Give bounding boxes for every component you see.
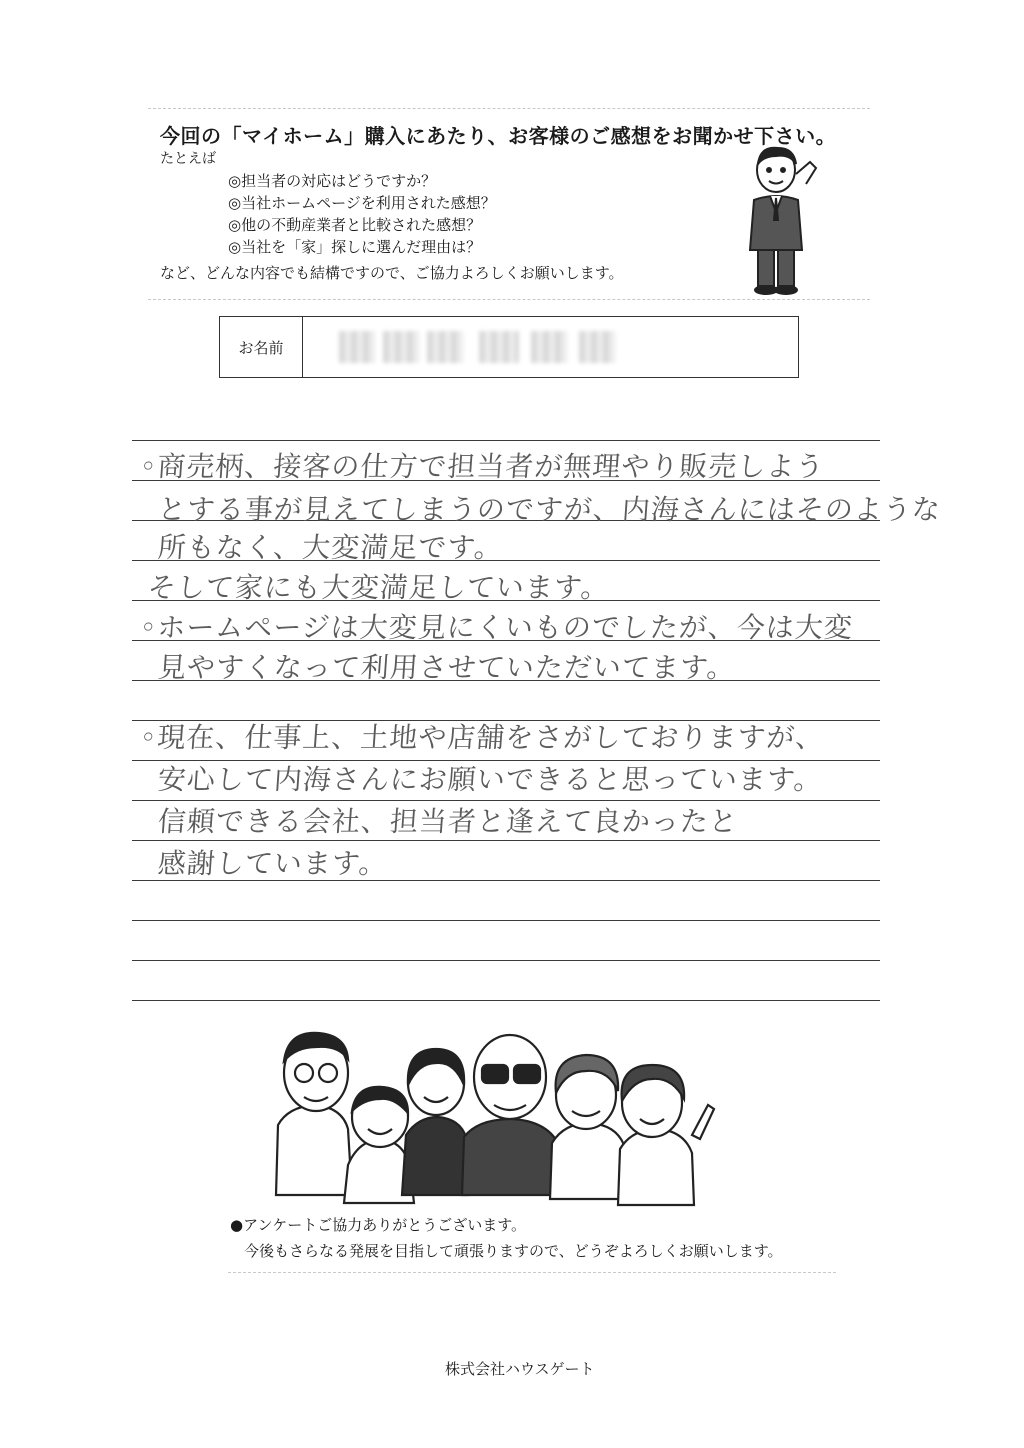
- survey-title: 今回の「マイホーム」購入にあたり、お客様のご感想をお聞かせ下さい。: [160, 124, 837, 148]
- question-item: ◎担当者の対応はどうですか？: [228, 172, 437, 190]
- redaction-block: [427, 331, 463, 363]
- handwritten-line: 安心して内海さんにお願いできると思っています。: [156, 763, 824, 796]
- handwritten-line: 感謝しています。: [156, 847, 389, 880]
- redaction-block: [531, 331, 567, 363]
- rule-line: [132, 960, 880, 961]
- handwritten-line: ◦商売柄、接客の仕方で担当者が無理やり販売しよう: [138, 450, 826, 483]
- redaction-block: [383, 331, 419, 363]
- name-label: お名前: [220, 317, 303, 377]
- rule-line: [132, 440, 880, 441]
- company-name: 株式会社ハウスゲート: [445, 1360, 595, 1378]
- survey-closing: など、どんな内容でも結構ですので、ご協力よろしくお願いします。: [160, 264, 624, 282]
- survey-intro: たとえば: [160, 151, 216, 167]
- rule-line: [132, 840, 880, 841]
- name-value-redacted: [303, 317, 798, 377]
- redaction-block: [339, 331, 375, 363]
- closing-message: 今後もさらなる発展を目指して頑張りますので、どうぞよろしくお願いします。: [244, 1242, 783, 1260]
- family-illustration: [268, 1025, 728, 1210]
- handwritten-line: 見やすくなって利用させていただいてます。: [156, 651, 737, 684]
- question-item: ◎他の不動産業者と比較された感想？: [228, 216, 482, 234]
- handwritten-line: とする事が見えてしまうのですが、内海さんにはそのような: [156, 493, 943, 526]
- salesman-illustration: [736, 140, 828, 296]
- name-field: [219, 316, 799, 378]
- rule-line: [132, 920, 880, 921]
- redaction-block: [579, 331, 615, 363]
- thanks-message: ●アンケートご協力ありがとうございます。: [230, 1216, 526, 1234]
- question-item: ◎当社ホームページを利用された感想？: [228, 194, 496, 212]
- redaction-block: [479, 331, 519, 363]
- handwritten-line: ◦ホームページは大変見にくいものでしたが、今は大変: [138, 611, 855, 644]
- handwritten-line: そして家にも大変満足しています。: [146, 571, 611, 604]
- rule-line: [132, 1000, 880, 1001]
- question-item: ◎当社を「家」探しに選んだ理由は？: [228, 238, 482, 256]
- handwritten-line: ◦現在、仕事上、土地や店舗をさがしておりますが、: [138, 721, 826, 754]
- question-list: [228, 170, 496, 258]
- handwritten-line: 信頼できる会社、担当者と逢えて良かったと: [156, 805, 740, 838]
- handwritten-line: 所もなく、大変満足です。: [156, 531, 505, 564]
